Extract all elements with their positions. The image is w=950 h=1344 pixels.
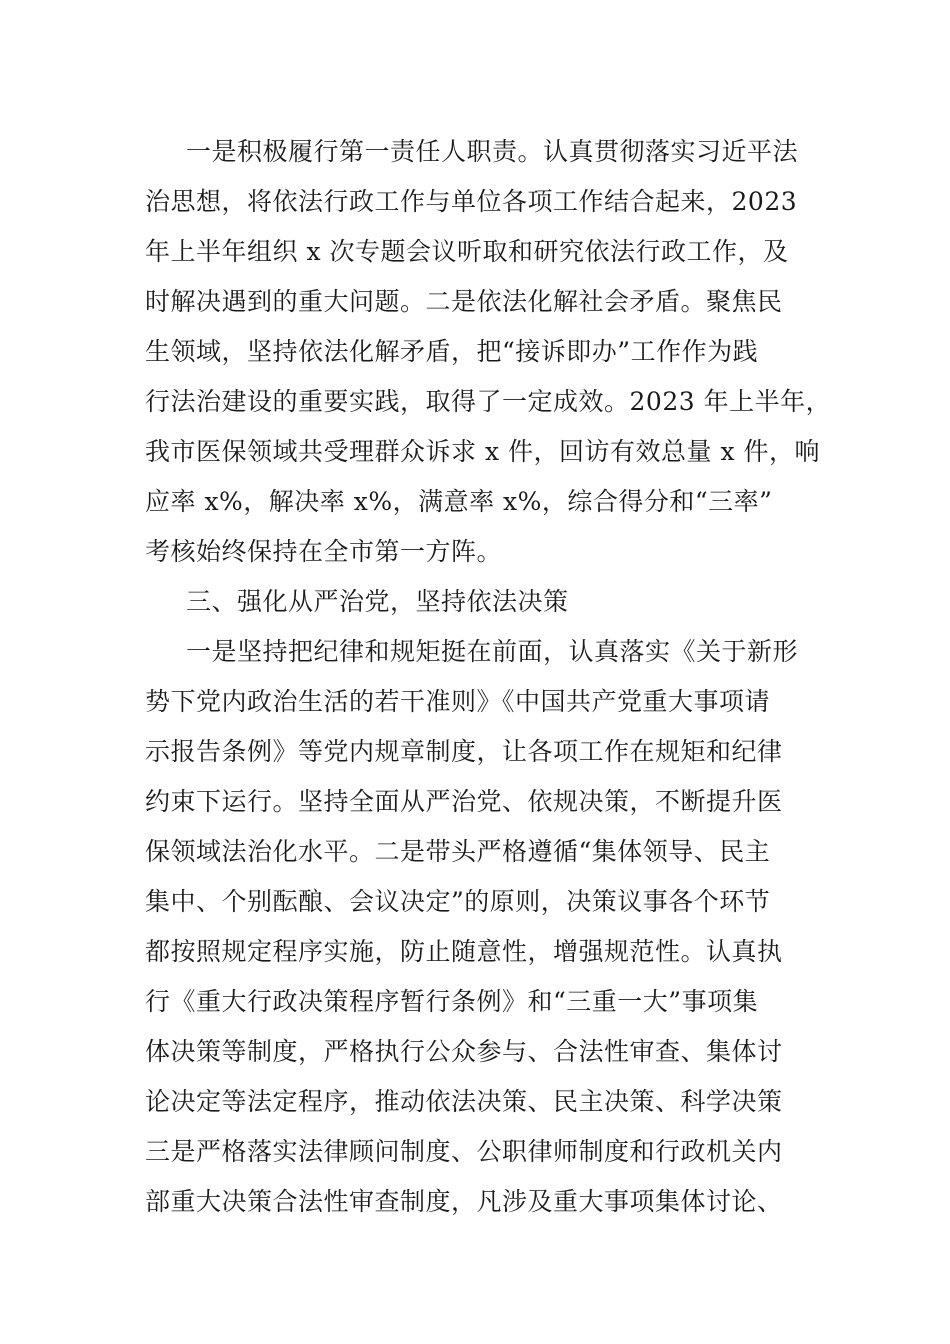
paragraph-2-line-6: 集中、个别酝酿、会议决定”的原则，决策议事各个环节 [145, 887, 771, 916]
paragraph-1-line-6: 行法治建设的重要实践，取得了一定成效。2023 年上半年， [145, 387, 832, 416]
paragraph-1-line-1: 一是积极履行第一责任人职责。认真贯彻落实习近平法 [186, 137, 799, 166]
paragraph-1-line-3: 年上半年组织 x 次专题会议听取和研究依法行政工作，及 [145, 237, 789, 266]
paragraph-2-line-12: 部重大决策合法性审查制度，凡涉及重大事项集体讨论、 [145, 1187, 783, 1216]
paragraph-2-line-5: 保领域法治化水平。二是带头严格遵循“集体领导、民主 [145, 837, 771, 866]
paragraph-1-line-8: 应率 x%，解决率 x%，满意率 x%，综合得分和“三率” [145, 487, 773, 516]
section-heading: 三、强化从严治党，坚持依法决策 [186, 587, 569, 616]
paragraph-2-line-3: 示报告条例》等党内规章制度，让各项工作在规矩和纪律 [145, 737, 783, 766]
paragraph-2-line-1: 一是坚持把纪律和规矩挺在前面，认真落实《关于新形 [186, 637, 799, 666]
paragraph-1-line-9: 考核始终保持在全市第一方阵。 [145, 537, 503, 566]
paragraph-1-line-7: 我市医保领域共受理群众诉求 x 件，回访有效总量 x 件，响 [145, 437, 820, 466]
paragraph-2-line-9: 体决策等制度，严格执行公众参与、合法性审查、集体讨 [145, 1037, 783, 1066]
paragraph-2-line-11: 三是严格落实法律顾问制度、公职律师制度和行政机关内 [145, 1137, 783, 1166]
paragraph-1-line-4: 时解决遇到的重大问题。二是依法化解社会矛盾。聚焦民 [145, 287, 783, 316]
paragraph-2-line-8: 行《重大行政决策程序暂行条例》和“三重一大”事项集 [145, 987, 759, 1016]
paragraph-2-line-2: 势下党内政治生活的若干准则》《中国共产党重大事项请 [145, 687, 771, 716]
paragraph-1-line-5: 生领域，坚持依法化解矛盾，把“接诉即办”工作作为践 [145, 337, 759, 366]
paragraph-2-line-7: 都按照规定程序实施，防止随意性，增强规范性。认真执 [145, 937, 783, 966]
paragraph-2-line-10: 论决定等法定程序，推动依法决策、民主决策、科学决策 [145, 1087, 783, 1116]
paragraph-1-line-2: 治思想，将依法行政工作与单位各项工作结合起来，2023 [145, 187, 798, 216]
paragraph-2-line-4: 约束下运行。坚持全面从严治党、依规决策，不断提升医 [145, 787, 783, 816]
